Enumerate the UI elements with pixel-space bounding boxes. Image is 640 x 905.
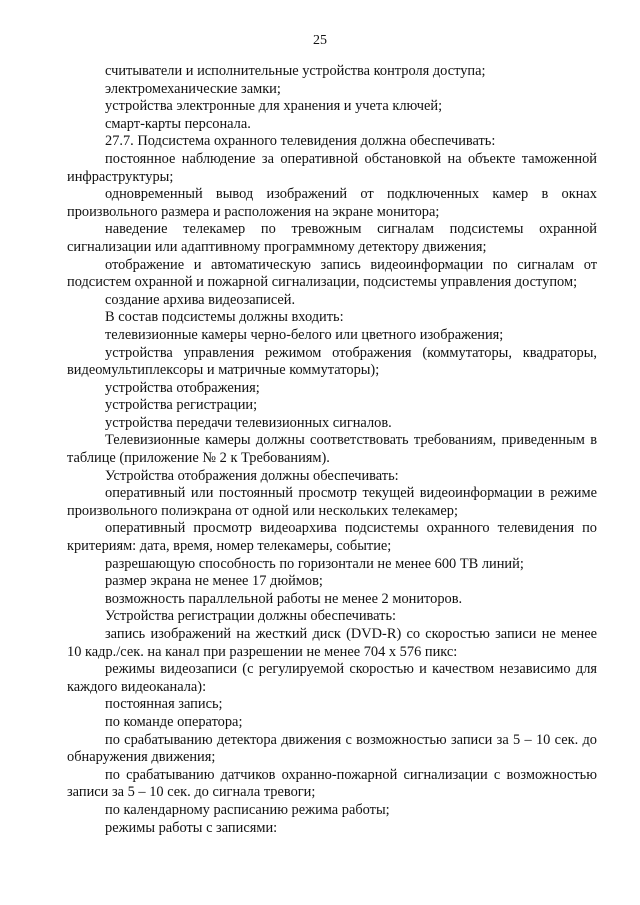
paragraph: В состав подсистемы должны входить:	[105, 309, 344, 326]
paragraph: постоянная запись;	[105, 696, 223, 713]
paragraph: устройства управления режимом отображения (коммутаторы, квадраторы, видеомультиплексоры и матричные коммутаторы);	[67, 344, 597, 379]
paragraph: режимы видеозаписи (с регулируемой скоростью и качеством независимо для каждого видеоканала):	[67, 661, 597, 695]
paragraph: смарт-карты персонала.	[105, 115, 251, 132]
paragraph: по команде оператора;	[105, 713, 243, 730]
paragraph: устройства отображения;	[105, 379, 260, 396]
document-body	[67, 63, 597, 837]
paragraph: режимы работы с записями:	[105, 819, 278, 836]
paragraph: устройства электронные для хранения и учета ключей;	[105, 98, 443, 115]
paragraph: отображение и автоматическую запись видеоинформации по сигналам от подсистем охранной и пожарной сигнализации, подсистемы управления доступом;	[67, 256, 597, 291]
paragraph: одновременный вывод изображений от подключенных камер в окнах произвольного размера и расположения на экране монитора;	[67, 186, 597, 220]
paragraph: устройства регистрации;	[105, 397, 258, 414]
paragraph: создание архива видеозаписей.	[105, 291, 296, 308]
paragraph: по календарному расписанию режима работы;	[105, 801, 390, 818]
paragraph: разрешающую способность по горизонтали не менее 600 ТВ линий;	[105, 555, 524, 572]
paragraph: телевизионные камеры черно-белого или цветного изображения;	[105, 326, 504, 343]
page-number: 25	[313, 33, 327, 48]
paragraph: постоянное наблюдение за оперативной обстановкой на объекте таможенной инфраструктуры;	[67, 150, 597, 185]
paragraph: электромеханические замки;	[105, 80, 281, 97]
paragraph: наведение телекамер по тревожным сигналам подсистемы охранной сигнализации или адаптивному программному детектору движения;	[67, 221, 597, 255]
paragraph: размер экрана не менее 17 дюймов;	[105, 573, 323, 590]
paragraph: запись изображений на жесткий диск (DVD-R) со скоростью записи не менее 10 кадр./сек. на канал при разрешении не менее 704 х 576 пикс:	[67, 626, 597, 660]
paragraph: Телевизионные камеры должны соответствовать требованиям, приведенным в таблице (приложение № 2 к Требованиям).	[67, 432, 597, 467]
paragraph: возможность параллельной работы не менее 2 мониторов.	[105, 590, 463, 607]
section-heading: 27.7. Подсистема охранного телевидения должна обеспечивать:	[105, 133, 496, 150]
paragraph: по срабатыванию датчиков охранно-пожарной сигнализации с возможностью записи за 5 – 10 сек. до сигнала тревоги;	[67, 766, 597, 801]
paragraph: Устройства отображения должны обеспечивать:	[105, 467, 399, 484]
paragraph: Устройства регистрации должны обеспечивать:	[105, 608, 397, 625]
paragraph: по срабатыванию детектора движения с возможностью записи за 5 – 10 сек. до обнаружения движения;	[67, 731, 597, 766]
paragraph: оперативный или постоянный просмотр текущей видеоинформации в режиме произвольного полиэкрана от одной или нескольких телекамер;	[67, 485, 597, 519]
paragraph: оперативный просмотр видеоархива подсистемы охранного телевидения по критериям: дата, время, номер телекамеры, событие;	[67, 520, 597, 555]
paragraph: устройства передачи телевизионных сигналов.	[105, 414, 392, 431]
paragraph: считыватели и исполнительные устройства контроля доступа;	[105, 63, 486, 79]
